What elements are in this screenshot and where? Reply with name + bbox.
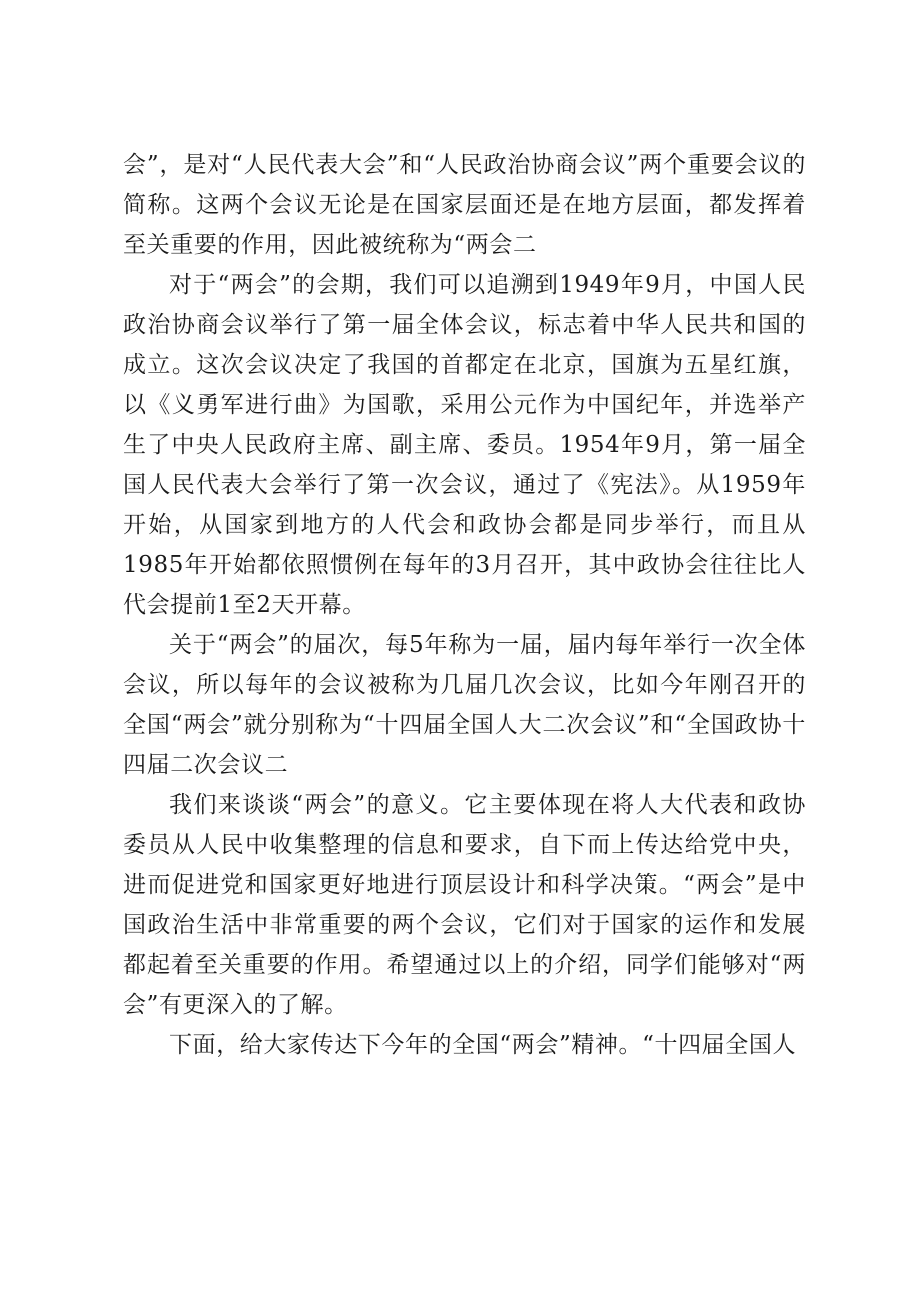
paragraph-session-numbering: 关于“两会”的届次，每5年称为一届，届内每年举行一次全体会议，所以每年的会议被称为几届几次会议，比如今年刚召开的全国“两会”就分别称为“十四届全国人大二次会议”和“全国政协十四届二次会议二: [123, 632, 806, 778]
paragraph-continuation: 会”，是对“人民代表大会”和“人民政治协商会议”两个重要会议的简称。这两个会议无论是在国家层面还是在地方层面，都发挥着至关重要的作用，因此被统称为“两会二: [123, 152, 806, 258]
document-body: [123, 145, 806, 1065]
paragraph-session-history: 对于“两会”的会期，我们可以追溯到1949年9月，中国人民政治协商会议举行了第一届全体会议，标志着中华人民共和国的成立。这次会议决定了我国的首都定在北京，国旗为五星红旗，以《义勇军进行曲》为国歌，采用公元作为中国纪年，并选举产生了中央人民政府主席、副主席、委员。1954年9月，第一届全国人民代表大会举行了第一次会议，通过了《宪法》。从1959年开始，从国家到地方的人代会和政协会都是同步举行，而且从1985年开始都依照惯例在每年的3月召开，其中政协会往往比人代会提前1至2天开幕。: [123, 272, 806, 618]
paragraph-significance: 我们来谈谈“两会”的意义。它主要体现在将人大代表和政协委员从人民中收集整理的信息和要求，自下而上传达给党中央，进而促进党和国家更好地进行顶层设计和科学决策。“两会”是中国政治生活中非常重要的两个会议，它们对于国家的运作和发展都起着至关重要的作用。希望通过以上的介绍，同学们能够对“两会”有更深入的了解。: [123, 792, 806, 1018]
paragraph-spirit-intro: 下面，给大家传达下今年的全国“两会”精神。“十四届全国人: [169, 1032, 797, 1058]
